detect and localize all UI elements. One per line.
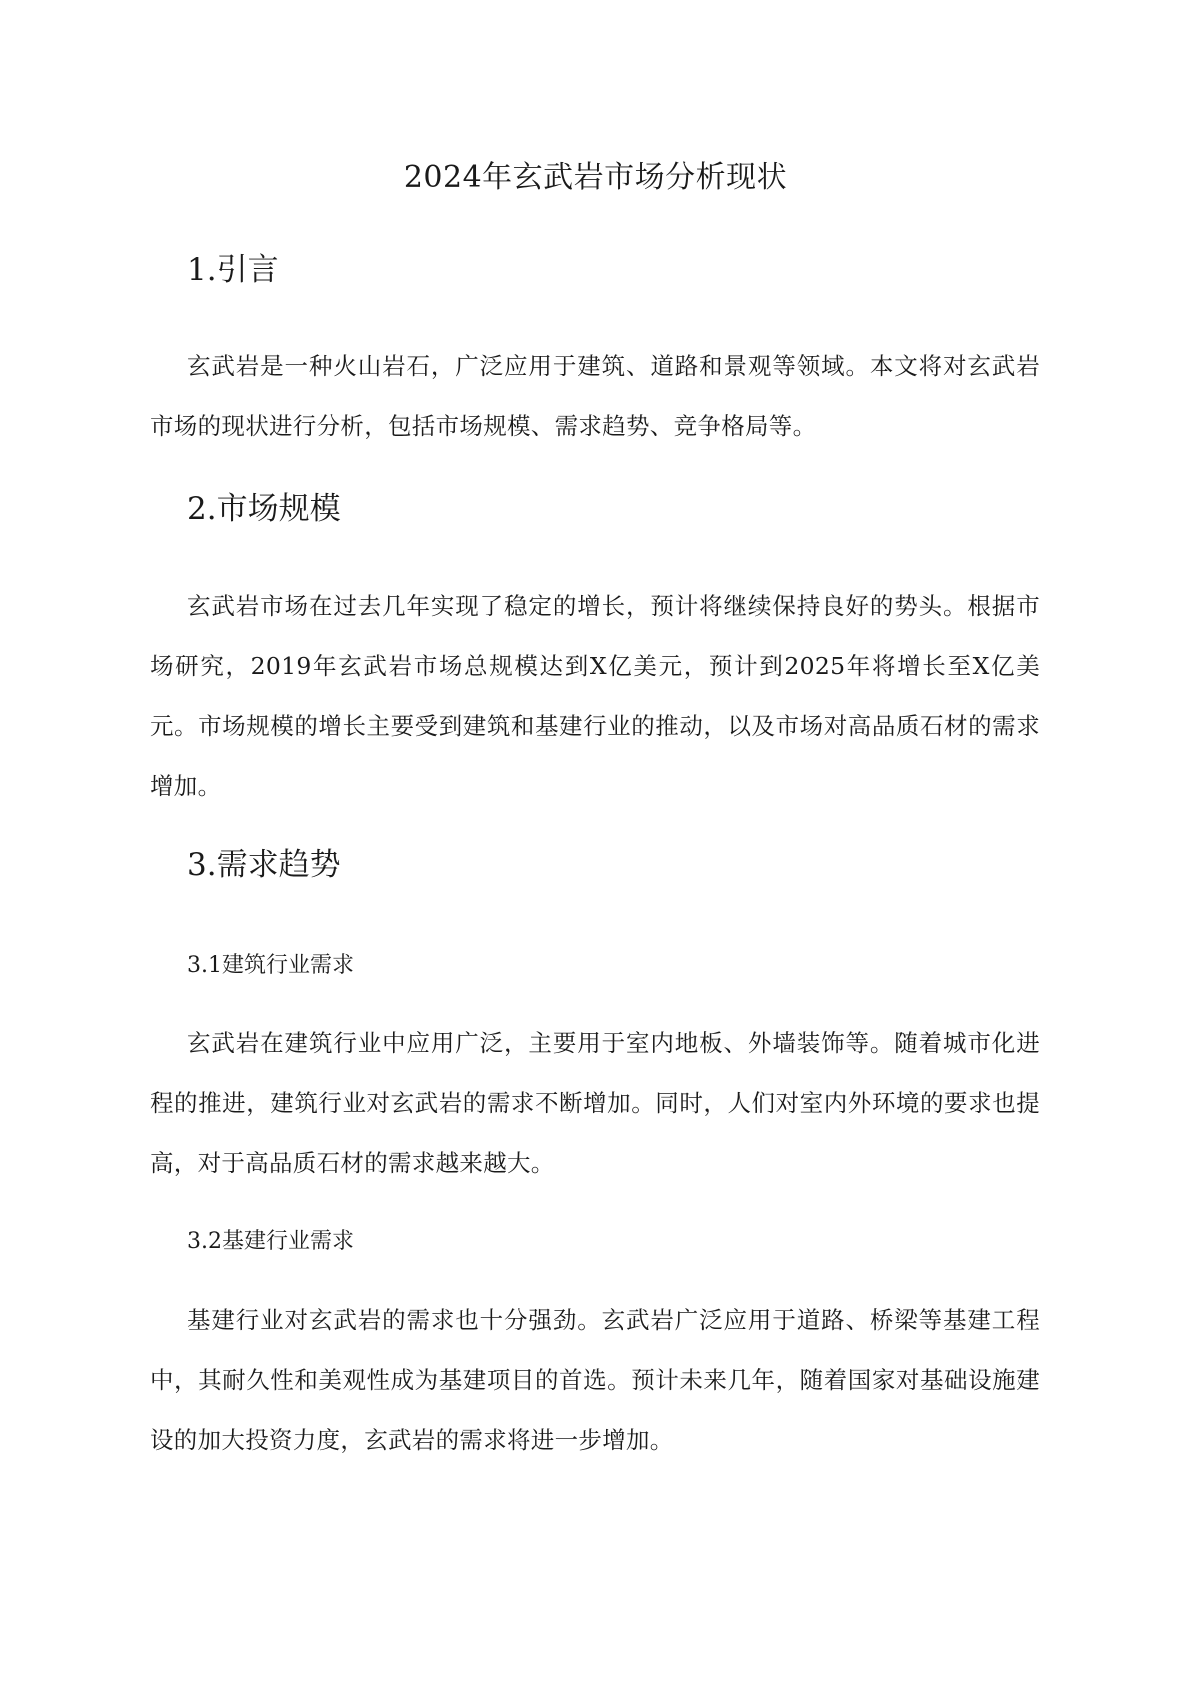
document-title: 2024年玄武岩市场分析现状 bbox=[403, 160, 788, 195]
section-heading-market-size: 2.市场规模 bbox=[187, 491, 341, 527]
subsection-heading-infrastructure-demand: 3.2基建行业需求 bbox=[187, 1229, 354, 1254]
section-paragraph-market-size: 玄武岩市场在过去几年实现了稳定的增长，预计将继续保持良好的势头。根据市场研究，2019年玄武岩市场总规模达到X亿美元，预计到2025年将增长至X亿美元。市场规模的增长主要受到建筑和基建行业的推动，以及市场对高品质石材的需求增加。 bbox=[150, 592, 1040, 800]
subsection-paragraph-construction-demand: 玄武岩在建筑行业中应用广泛，主要用于室内地板、外墙装饰等。随着城市化进程的推进，建筑行业对玄武岩的需求不断增加。同时，人们对室内外环境的要求也提高，对于高品质石材的需求越来越大。 bbox=[150, 1029, 1040, 1177]
section-heading-introduction: 1.引言 bbox=[187, 252, 279, 288]
subsection-heading-construction-demand: 3.1建筑行业需求 bbox=[187, 953, 354, 978]
section-heading-demand-trends: 3.需求趋势 bbox=[187, 847, 341, 883]
section-paragraph-introduction: 玄武岩是一种火山岩石，广泛应用于建筑、道路和景观等领域。本文将对玄武岩市场的现状进行分析，包括市场规模、需求趋势、竞争格局等。 bbox=[150, 352, 1040, 440]
subsection-paragraph-infrastructure-demand: 基建行业对玄武岩的需求也十分强劲。玄武岩广泛应用于道路、桥梁等基建工程中，其耐久性和美观性成为基建项目的首选。预计未来几年，随着国家对基础设施建设的加大投资力度，玄武岩的需求将进一步增加。 bbox=[150, 1306, 1040, 1454]
